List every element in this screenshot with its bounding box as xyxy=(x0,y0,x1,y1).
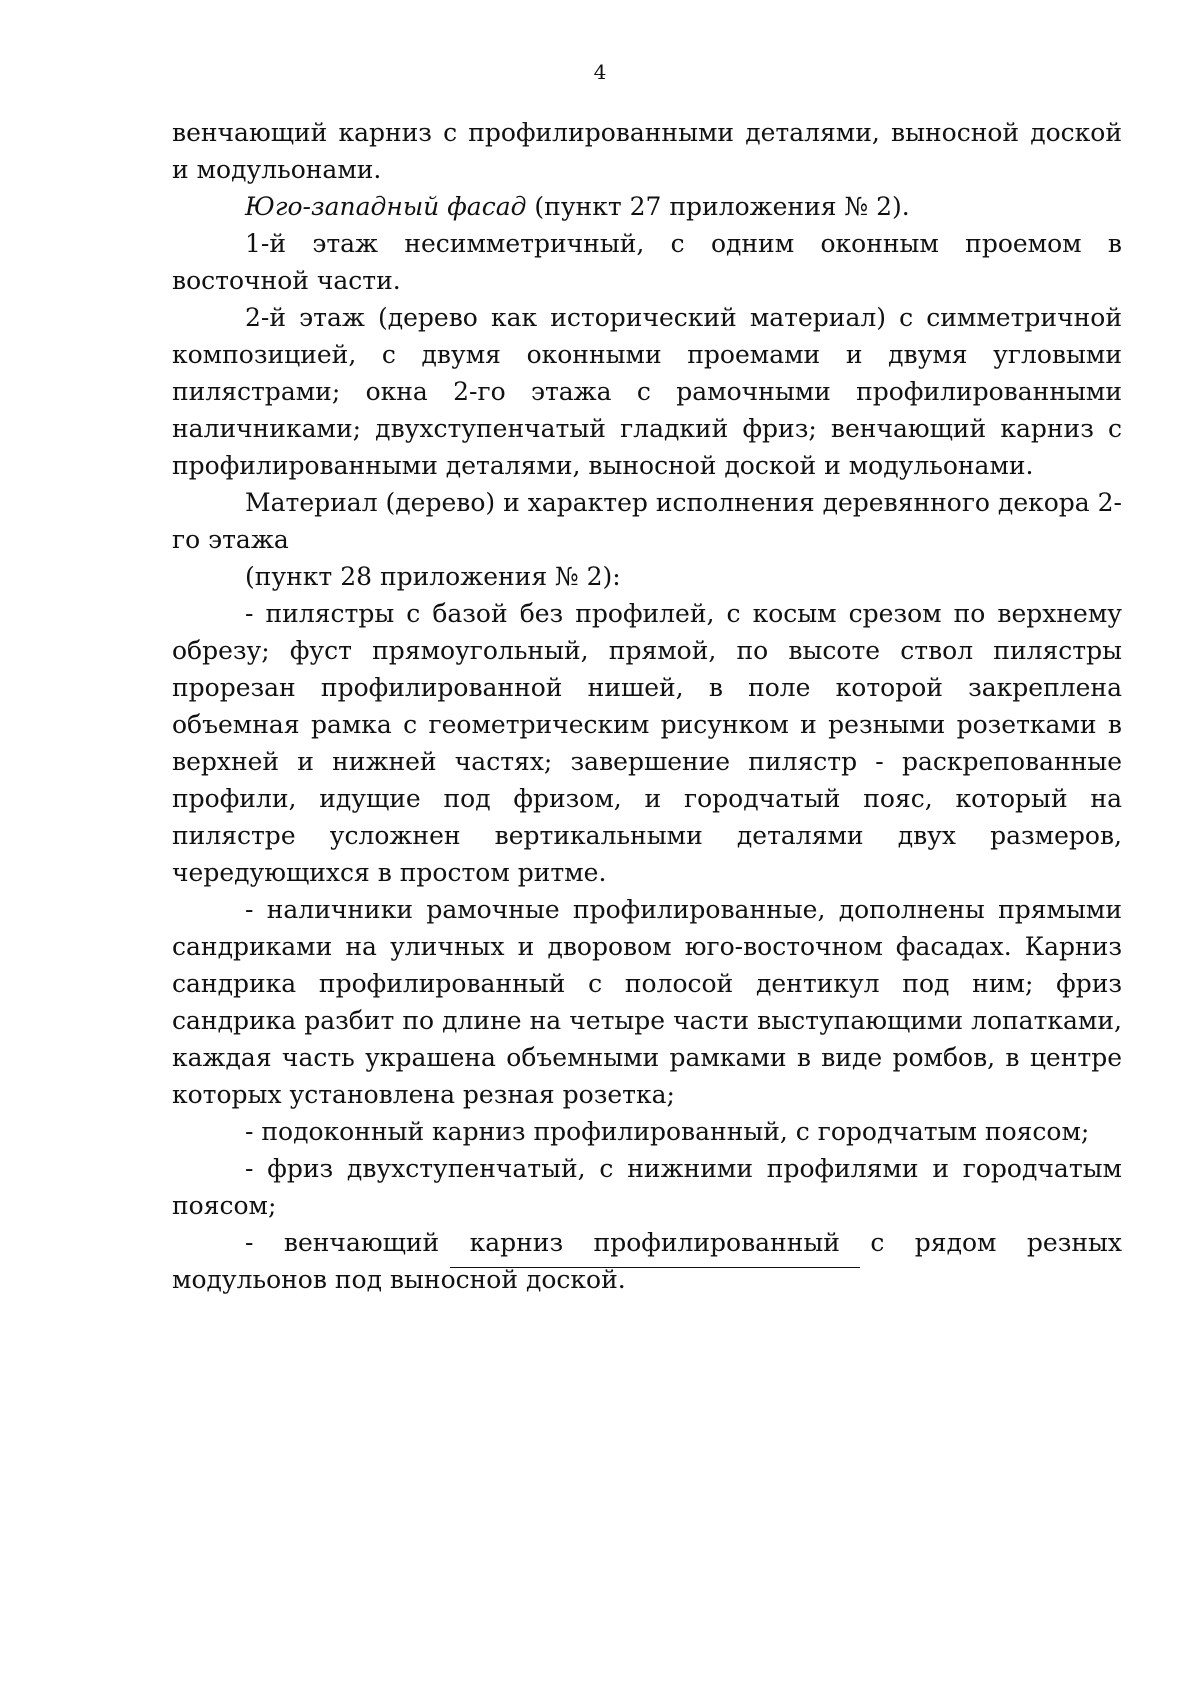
paragraph-first-floor: 1-й этаж несимметричный, с одним оконным проемом в восточной части. xyxy=(172,229,1122,295)
paragraph-material-heading: Материал (дерево) и характер исполнения деревянного декора 2-го этажа xyxy=(172,488,1122,554)
body-text xyxy=(172,114,1122,1298)
paragraph-reference: (пункт 28 приложения № 2): xyxy=(245,562,621,591)
paragraph-second-floor: 2-й этаж (дерево как исторический материал) с симметричной композицией, с двумя оконными проемами и двумя угловыми пилястрами; окна 2-го этажа с рамочными профилированными наличниками; двухступенчатый гладкий фриз; венчающий карниз с профилированными деталями, выносной доской и модульонами. xyxy=(172,303,1122,480)
paragraph-window-frames: - наличники рамочные профилированные, дополнены прямыми сандриками на уличных и дворовом юго-восточном фасадах. Карниз сандрика профилированный с полосой дентикул под ним; фриз сандрика разбит по длине на четыре части выступающими лопатками, каждая часть украшена объемными рамками в виде ромбов, в центре которых установлена резная розетка; xyxy=(172,895,1122,1109)
paragraph-southwest-facade-heading xyxy=(172,188,1122,225)
facade-title: Юго-западный фасад xyxy=(245,192,527,221)
paragraph-sill-cornice: - подоконный карниз профилированный, с городчатым поясом; xyxy=(245,1117,1090,1146)
end-rule xyxy=(450,1267,860,1268)
paragraph-pilasters: - пилястры с базой без профилей, с косым срезом по верхнему обрезу; фуст прямоугольный, прямой, по высоте ствол пилястры прорезан профилированной нишей, в поле которой закреплена объемная рамка с геометрическим рисунком и резными розетками в верхней и нижней частях; завершение пилястр - раскрепованные профили, идущие под фризом, и городчатый пояс, который на пилястре усложнен вертикальными деталями двух размеров, чередующихся в простом ритме. xyxy=(172,599,1122,887)
page-number: 4 xyxy=(593,60,607,84)
facade-reference: (пункт 27 приложения № 2). xyxy=(526,192,910,221)
paragraph-continuation: венчающий карниз с профилированными деталями, выносной доской и модульонами. xyxy=(172,118,1122,184)
paragraph-crowning-cornice: - венчающий карниз профилированный с рядом резных модульонов под выносной доской. xyxy=(172,1228,1122,1294)
paragraph-frieze: - фриз двухступенчатый, с нижними профилями и городчатым поясом; xyxy=(172,1154,1122,1220)
